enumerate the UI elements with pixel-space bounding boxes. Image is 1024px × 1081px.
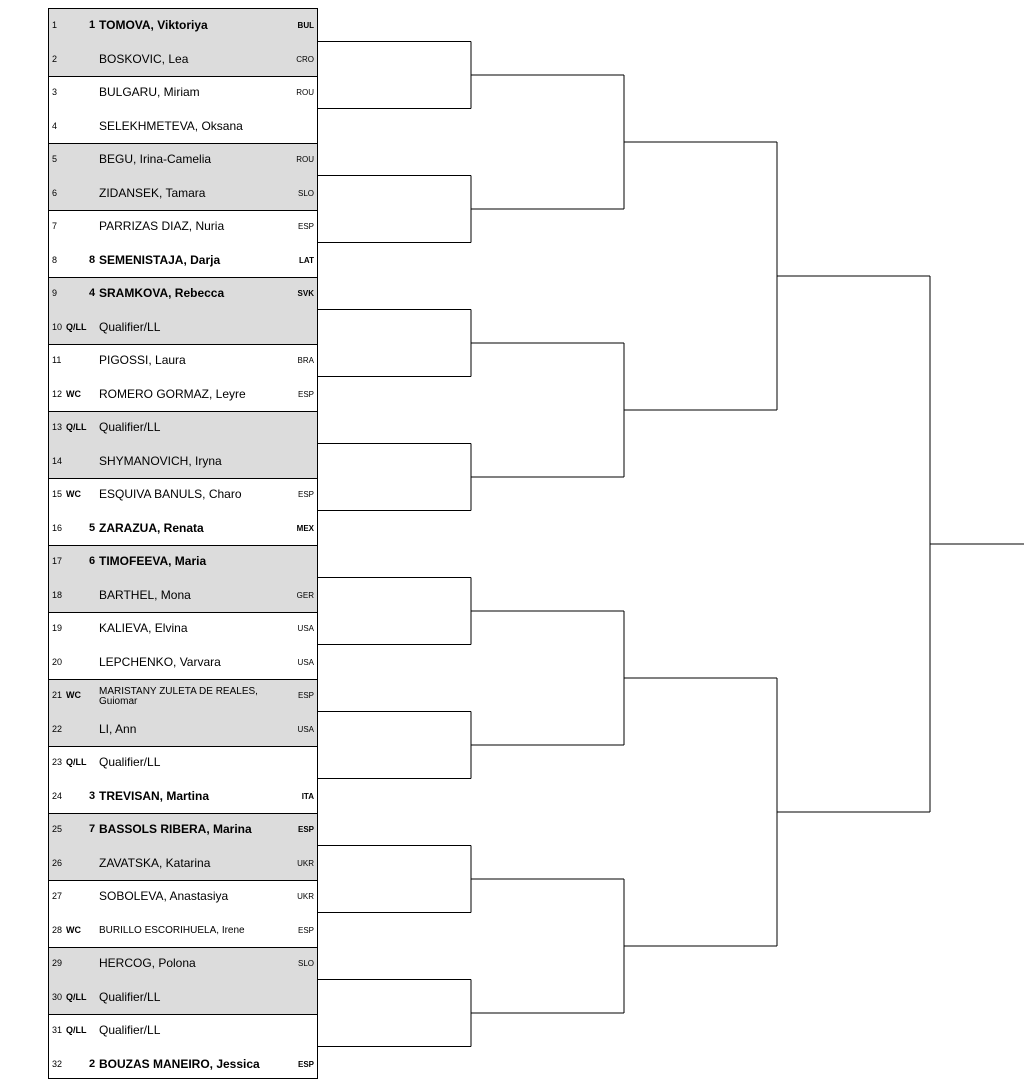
nationality-code: CRO <box>296 43 314 77</box>
nationality-code: ESP <box>298 478 314 512</box>
draw-position: 17 <box>52 545 62 579</box>
draw-position: 1 <box>52 9 57 43</box>
player-name: HERCOG, Polona <box>99 947 196 981</box>
draw-position: 26 <box>52 847 62 881</box>
draw-position: 6 <box>52 177 57 211</box>
entry-tag: Q/LL <box>66 311 87 345</box>
nationality-code: UKR <box>297 880 314 914</box>
nationality-code: ROU <box>296 143 314 177</box>
draw-position: 25 <box>52 813 62 847</box>
player-name: BARTHEL, Mona <box>99 579 191 613</box>
player-name: SRAMKOVA, Rebecca <box>99 277 224 311</box>
entry-tag: WC <box>66 679 81 713</box>
draw-position: 20 <box>52 646 62 680</box>
player-name: SHYMANOVICH, Iryna <box>99 445 222 479</box>
player-name: ZIDANSEK, Tamara <box>99 177 205 211</box>
nationality-code: ESP <box>298 210 314 244</box>
draw-position: 10 <box>52 311 62 345</box>
nationality-code: ITA <box>302 780 314 814</box>
nationality-code: ROU <box>296 76 314 110</box>
draw-position: 30 <box>52 981 62 1015</box>
entry-tag: Q/LL <box>66 1014 87 1048</box>
player-name: PIGOSSI, Laura <box>99 344 186 378</box>
draw-position: 14 <box>52 445 62 479</box>
entry-tag: WC <box>66 914 81 948</box>
draw-position: 18 <box>52 579 62 613</box>
player-name: Qualifier/LL <box>99 1014 160 1048</box>
draw-position: 29 <box>52 947 62 981</box>
draw-position: 32 <box>52 1048 62 1081</box>
seed-number: 8 <box>89 244 95 278</box>
player-name: Qualifier/LL <box>99 311 160 345</box>
player-name: ROMERO GORMAZ, Leyre <box>99 378 246 412</box>
player-name: ZARAZUA, Renata <box>99 512 204 546</box>
seed-number: 4 <box>89 277 95 311</box>
nationality-code: USA <box>298 612 314 646</box>
draw-position: 2 <box>52 43 57 77</box>
draw-position: 8 <box>52 244 57 278</box>
player-name: TREVISAN, Martina <box>99 780 209 814</box>
nationality-code: GER <box>297 579 314 613</box>
draw-position: 19 <box>52 612 62 646</box>
player-name: Qualifier/LL <box>99 746 160 780</box>
player-name: TOMOVA, Viktoriya <box>99 9 208 43</box>
player-name: BASSOLS RIBERA, Marina <box>99 813 252 847</box>
nationality-code: USA <box>298 646 314 680</box>
draw-position: 11 <box>52 344 61 378</box>
player-name: SEMENISTAJA, Darja <box>99 244 220 278</box>
seed-number: 3 <box>89 780 95 814</box>
nationality-code: LAT <box>299 244 314 278</box>
nationality-code: BUL <box>298 9 314 43</box>
entry-tag: Q/LL <box>66 411 87 445</box>
draw-position: 3 <box>52 76 57 110</box>
draw-position: 23 <box>52 746 62 780</box>
player-name: Qualifier/LL <box>99 981 160 1015</box>
draw-position: 13 <box>52 411 62 445</box>
draw-position: 5 <box>52 143 57 177</box>
draw-position: 21 <box>52 679 62 713</box>
seed-number: 2 <box>89 1048 95 1081</box>
nationality-code: MEX <box>297 512 314 546</box>
nationality-code: ESP <box>298 1048 314 1081</box>
seed-number: 5 <box>89 512 95 546</box>
draw-position: 28 <box>52 914 62 948</box>
draw-position: 7 <box>52 210 57 244</box>
nationality-code: ESP <box>298 378 314 412</box>
draw-position: 22 <box>52 713 62 747</box>
player-name: MARISTANY ZULETA DE REALES, Guiomar <box>99 687 289 707</box>
nationality-code: BRA <box>298 344 314 378</box>
entry-tag: WC <box>66 478 81 512</box>
player-name: BULGARU, Miriam <box>99 76 200 110</box>
player-name: TIMOFEEVA, Maria <box>99 545 206 579</box>
player-name: BEGU, Irina-Camelia <box>99 143 211 177</box>
nationality-code: ESP <box>298 813 314 847</box>
player-name: BURILLO ESCORIHUELA, Irene <box>99 914 245 948</box>
player-name: LI, Ann <box>99 713 136 747</box>
nationality-code: SVK <box>298 277 314 311</box>
player-name: BOUZAS MANEIRO, Jessica <box>99 1048 260 1081</box>
draw-position: 12 <box>52 378 62 412</box>
entry-tag: WC <box>66 378 81 412</box>
draw-position: 24 <box>52 780 62 814</box>
nationality-code: UKR <box>297 847 314 881</box>
seed-number: 1 <box>89 9 95 43</box>
player-name: PARRIZAS DIAZ, Nuria <box>99 210 224 244</box>
nationality-code: ESP <box>298 914 314 948</box>
draw-position: 27 <box>52 880 62 914</box>
player-name: SOBOLEVA, Anastasiya <box>99 880 228 914</box>
draw-position: 4 <box>52 110 57 144</box>
nationality-code: USA <box>298 713 314 747</box>
draw-position: 31 <box>52 1014 62 1048</box>
entry-tag: Q/LL <box>66 746 87 780</box>
player-name: BOSKOVIC, Lea <box>99 43 188 77</box>
player-name: Qualifier/LL <box>99 411 160 445</box>
player-name: LEPCHENKO, Varvara <box>99 646 221 680</box>
nationality-code: SLO <box>298 947 314 981</box>
nationality-code: ESP <box>298 679 314 713</box>
player-name: ESQUIVA BANULS, Charo <box>99 478 242 512</box>
player-name: ZAVATSKA, Katarina <box>99 847 210 881</box>
seed-number: 6 <box>89 545 95 579</box>
player-name: SELEKHMETEVA, Oksana <box>99 110 243 144</box>
draw-position: 16 <box>52 512 62 546</box>
draw-position: 9 <box>52 277 57 311</box>
entry-tag: Q/LL <box>66 981 87 1015</box>
draw-position: 15 <box>52 478 62 512</box>
seed-number: 7 <box>89 813 95 847</box>
player-name: KALIEVA, Elvina <box>99 612 188 646</box>
nationality-code: SLO <box>298 177 314 211</box>
